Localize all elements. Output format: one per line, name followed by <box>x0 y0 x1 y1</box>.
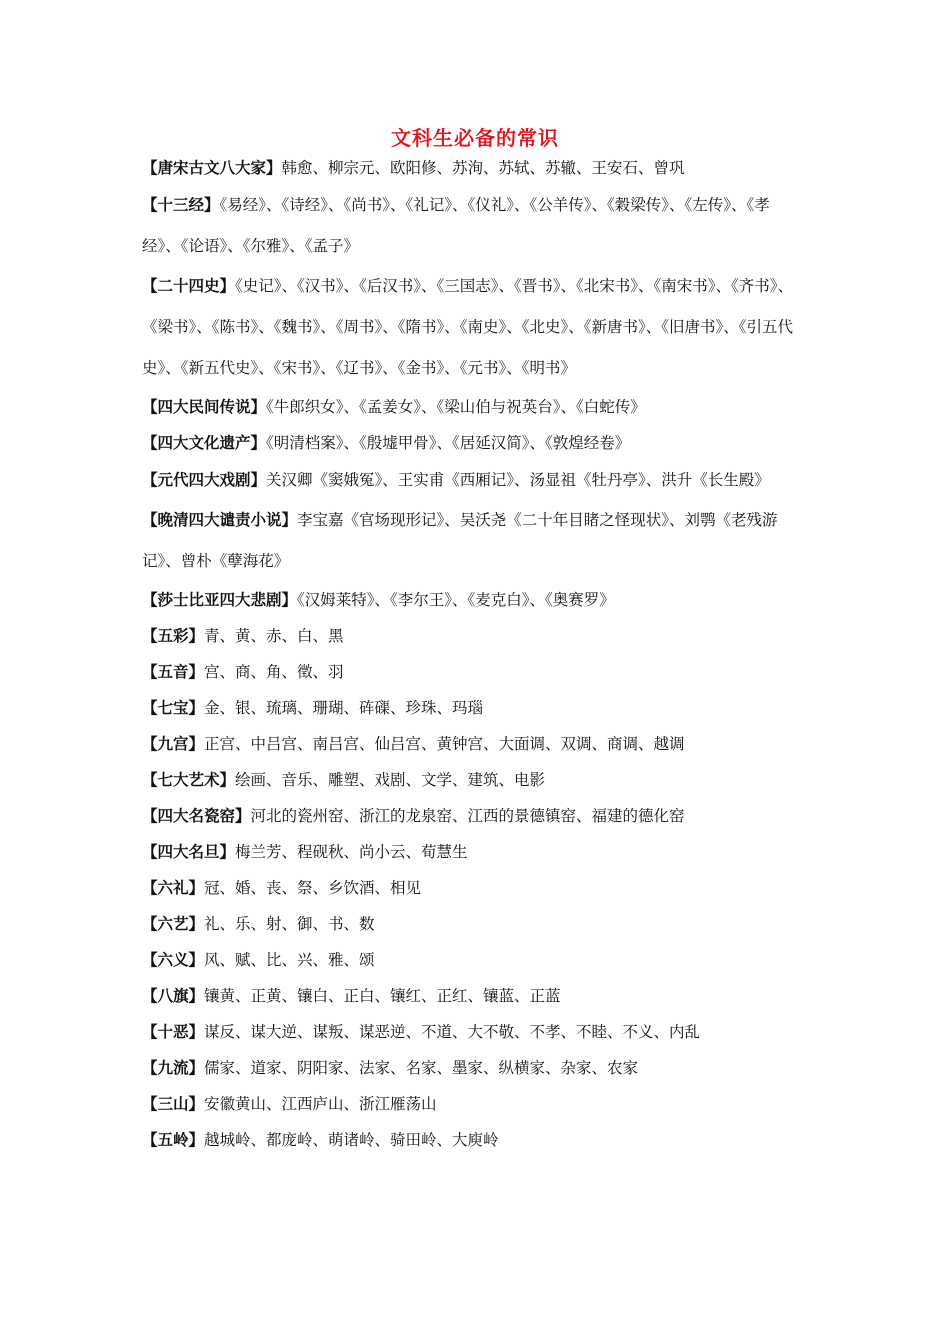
entry-text: 梅兰芳、程砚秋、尚小云、荀慧生 <box>235 843 468 861</box>
list-item <box>142 906 802 942</box>
entry-text: 冠、婚、丧、祭、乡饮酒、相见 <box>204 879 422 897</box>
list-item <box>142 870 802 906</box>
entry-key: 【六义】 <box>142 950 205 969</box>
entry-text: 《明清档案》、《殷墟甲骨》、《居延汉简》、《敦煌经卷》 <box>266 434 631 452</box>
entry-text: 《史记》、《汉书》、《后汉书》、《三国志》、《晋书》、《北宋书》、《南宋书》、《齐书》、《梁书》、《陈书》、《魏书》、《周书》、《隋书》、《南史》、《北史》、《新唐书》、《旧唐书》、《引五代史》、《新五代史》、《宋书》、《辽书》、《金书》、《元书》、《明书》 <box>142 277 794 377</box>
entry-key: 【八旗】 <box>142 986 205 1005</box>
list-item <box>142 1050 802 1086</box>
entry-text: 镶黄、正黄、镶白、正白、镶红、正红、镶蓝、正蓝 <box>204 987 561 1005</box>
entry-key: 【晚清四大谴责小说】 <box>142 510 298 529</box>
list-item <box>142 499 802 582</box>
entry-text: 李宝嘉《官场现形记》、吴沃尧《二十年目睹之怪现状》、刘鹗《老残游记》、曾朴《孽海花》 <box>142 511 778 570</box>
entry-key: 【六礼】 <box>142 878 205 897</box>
entry-key: 【四大名旦】 <box>142 842 236 861</box>
entry-text: 礼、乐、射、御、书、数 <box>204 915 375 933</box>
entry-text: 《汉姆莱特》、《李尔王》、《麦克白》、《奥赛罗》 <box>297 591 615 609</box>
entry-key: 【五音】 <box>142 662 205 681</box>
entry-text: 绘画、音乐、雕塑、戏剧、文学、建筑、电影 <box>235 771 546 789</box>
list-item <box>142 942 802 978</box>
entry-key: 【九流】 <box>142 1058 205 1077</box>
entry-key: 【四大文化遗产】 <box>142 433 267 452</box>
list-item <box>142 834 802 870</box>
entry-key: 【九宫】 <box>142 734 205 753</box>
entry-key: 【六艺】 <box>142 914 205 933</box>
list-item <box>142 1122 802 1158</box>
entry-text: 河北的瓷州窑、浙江的龙泉窑、江西的景德镇窑、福建的德化窑 <box>250 807 685 825</box>
entry-key: 【五岭】 <box>142 1130 205 1149</box>
list-item <box>142 654 802 690</box>
entry-key: 【十三经】 <box>142 195 220 214</box>
entry-text: 风、赋、比、兴、雅、颂 <box>204 951 375 969</box>
entry-key: 【四大名瓷窑】 <box>142 806 251 825</box>
entry-text: 金、银、琉璃、珊瑚、砗磲、珍珠、玛瑙 <box>204 699 484 717</box>
entry-text: 韩愈、柳宗元、欧阳修、苏洵、苏轼、苏辙、王安石、曾巩 <box>281 159 685 177</box>
entry-key: 【莎士比亚四大悲剧】 <box>142 590 298 609</box>
entry-key: 【四大民间传说】 <box>142 397 267 416</box>
entry-text: 关汉卿《窦娥冤》、王实甫《西厢记》、汤显祖《牡丹亭》、洪升《长生殿》 <box>266 471 770 489</box>
entry-key: 【七宝】 <box>142 698 205 717</box>
entry-text: 谋反、谋大逆、谋叛、谋恶逆、不道、大不敬、不孝、不睦、不义、内乱 <box>204 1023 701 1041</box>
list-item <box>142 1086 802 1122</box>
list-item <box>142 389 802 425</box>
entry-key: 【七大艺术】 <box>142 770 236 789</box>
list-item <box>142 184 802 267</box>
list-item <box>142 798 802 834</box>
entry-text: 青、黄、赤、白、黑 <box>204 627 344 645</box>
entry-text: 儒家、道家、阴阳家、法家、名家、墨家、纵横家、杂家、农家 <box>204 1059 639 1077</box>
entry-key: 【五彩】 <box>142 626 205 645</box>
entry-text: 《牛郎织女》、《孟姜女》、《梁山伯与祝英台》、《白蛇传》 <box>266 398 646 416</box>
list-item <box>142 459 802 501</box>
entry-text: 越城岭、都庞岭、萌诸岭、骑田岭、大庾岭 <box>204 1131 499 1149</box>
list-item <box>142 265 802 389</box>
entry-key: 【元代四大戏剧】 <box>142 470 267 489</box>
entry-text: 宫、商、角、徵、羽 <box>204 663 344 681</box>
entry-key: 【唐宋古文八大家】 <box>142 158 282 177</box>
list-item <box>142 1014 802 1050</box>
list-item <box>142 762 802 798</box>
entry-list <box>142 150 802 1158</box>
list-item <box>142 150 802 186</box>
entry-key: 【二十四史】 <box>142 276 236 295</box>
entry-text: 《易经》、《诗经》、《尚书》、《礼记》、《仪礼》、《公羊传》、《穀梁传》、《左传》、《孝经》、《论语》、《尔雅》、《孟子》 <box>142 196 770 255</box>
list-item <box>142 618 802 654</box>
entry-key: 【十恶】 <box>142 1022 205 1041</box>
page-title: 文科生必备的常识 <box>391 126 559 150</box>
entry-key: 【三山】 <box>142 1094 205 1113</box>
list-item <box>142 425 802 461</box>
list-item <box>142 978 802 1014</box>
list-item <box>142 582 802 618</box>
list-item <box>142 726 802 762</box>
list-item <box>142 690 802 726</box>
entry-text: 正宫、中吕宫、南吕宫、仙吕宫、黄钟宫、大面调、双调、商调、越调 <box>204 735 685 753</box>
entry-text: 安徽黄山、江西庐山、浙江雁荡山 <box>204 1095 437 1113</box>
